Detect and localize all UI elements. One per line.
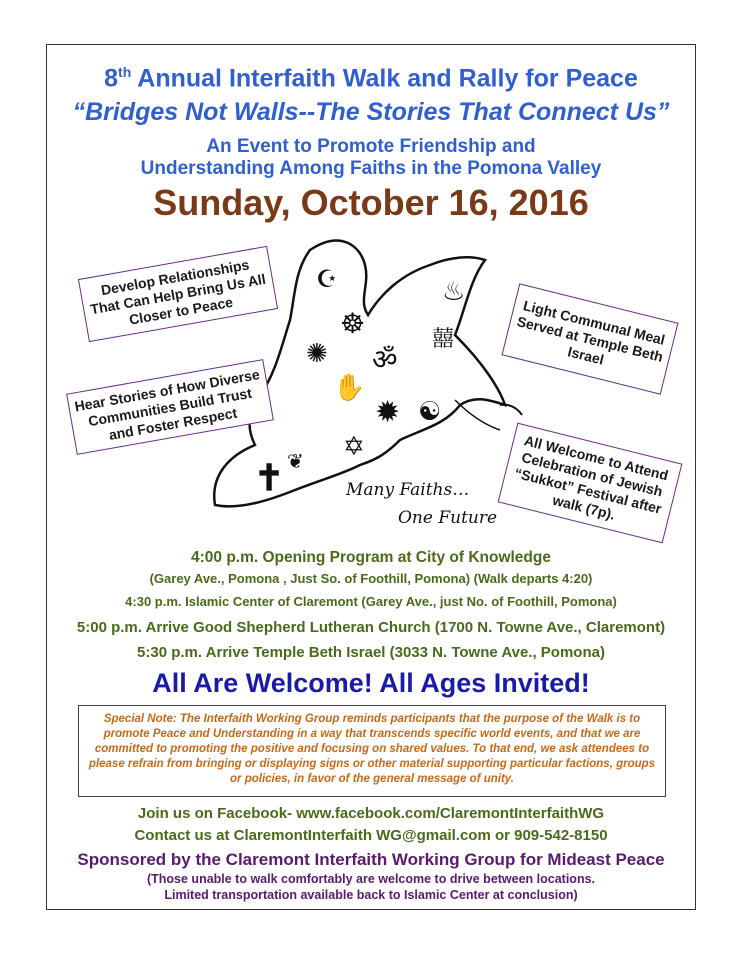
winged-heart-icon: ❦ [287,451,304,473]
callout-stories: Hear Stories of How Diverse Communities Build Trust and Foster Respect [66,359,274,455]
star-icon: ✹ [375,396,401,429]
turtle-icon: ✺ [306,338,328,368]
event-date: Sunday, October 16, 2016 [153,182,589,223]
contact-info: Contact us at ClaremontInterfaith WG@gmail.com or 909-542-8150 [134,827,608,844]
transport-note-2: Limited transportation available back to Islamic Center at conclusion) [164,888,578,902]
om-icon: ॐ [372,344,398,375]
event-theme: “Bridges Not Walls--The Stories That Connect Us” [72,98,670,126]
welcome-banner: All Are Welcome! All Ages Invited! [152,668,590,698]
schedule-item-3: 5:00 p.m. Arrive Good Shepherd Lutheran Church (1700 N. Towne Ave., Claremont) [76,619,666,636]
callout-meal: Light Communal Meal Served at Temple Beth Israel [501,283,678,394]
callout-relationships: Develop Relationships That Can Help Bring Us All Closer to Peace [78,246,278,342]
event-subtitle: An Event to Promote Friendship and Understanding Among Faiths in the Pomona Valley [140,136,602,179]
sponsor-line: Sponsored by the Claremont Interfaith Working Group for Mideast Peace [77,850,665,869]
dharma-wheel-icon: ☸ [340,308,366,339]
callout-sukkot: All Welcome to Attend Celebration of Jewish “Sukkot” Festival after walk (7p). [498,423,683,544]
motto-line-2: One Future [398,508,498,528]
crescent-star-icon: ☪ [316,266,338,293]
star-of-david-icon: ✡ [343,431,365,461]
schedule-item-2: 4:30 p.m. Islamic Center of Claremont (Garey Ave., just No. of Foothill, Pomona) [125,594,617,609]
schedule-item-1: 4:00 p.m. Opening Program at City of Knowledge [191,549,551,566]
event-title: 8th Annual Interfaith Walk and Rally for Peace [104,64,638,93]
special-note: Special Note: The Interfaith Working Group reminds participants that the purpose of the Walk is to promote Peace and Understanding in a way that transcends specific world events, and that we are committed to promoting the positive and focusing on shared values. To that end, we ask attendees to please refrain from bringing or displaying signs or other material supporting particular factions, groups or policies, in favor of the general message of unity. [78,705,666,797]
double-happiness-icon: 囍 [432,326,455,351]
yin-yang-icon: ☯ [418,396,442,426]
motto-line-1: Many Faiths… [346,480,470,500]
cross-icon: ✝ [254,457,285,498]
transport-note-1: (Those unable to walk comfortably are welcome to drive between locations. [146,872,596,886]
chalice-icon: ♨ [442,276,466,306]
schedule-item-1-detail: (Garey Ave., Pomona , Just So. of Foothill, Pomona) (Walk departs 4:20) [149,571,593,586]
schedule-item-4: 5:30 p.m. Arrive Temple Beth Israel (3033 N. Towne Ave., Pomona) [137,644,605,661]
facebook-link: Join us on Facebook- www.facebook.com/ClaremontInterfaithWG [137,805,605,822]
hamsa-icon: ✋ [333,372,366,402]
